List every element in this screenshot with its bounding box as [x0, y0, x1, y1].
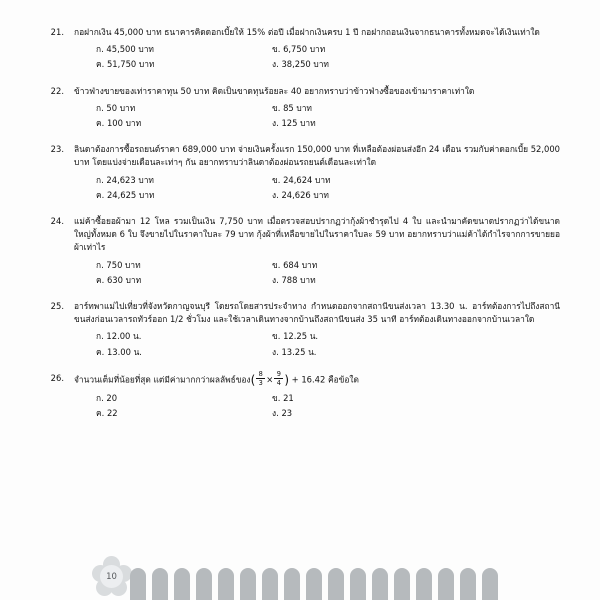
footer-tab [416, 568, 432, 600]
choice-group [74, 259, 560, 287]
question-item [40, 215, 560, 289]
footer-tab [372, 568, 388, 600]
choice-option[interactable] [264, 330, 560, 343]
choice-option[interactable] [74, 58, 264, 71]
choice-option[interactable] [74, 174, 264, 187]
question-item [40, 300, 560, 361]
choice-option[interactable] [74, 274, 264, 287]
question-body [74, 143, 563, 204]
flower-decoration-icon [92, 556, 132, 596]
question-list [40, 26, 563, 422]
choice-label: ก. [96, 174, 104, 185]
choice-row [74, 407, 560, 420]
choice-option[interactable] [74, 102, 264, 115]
fraction-numerator: 8 [258, 369, 263, 378]
choice-row [74, 43, 560, 56]
question-number: 24. [50, 216, 64, 227]
choice-row [74, 117, 560, 130]
choice-row [74, 102, 560, 115]
choice-option[interactable] [264, 189, 560, 202]
choice-value: 51,750 บาท [106, 59, 155, 70]
page-footer [0, 554, 600, 600]
choice-label: ง. [272, 59, 279, 70]
choice-value: 85 บาท [283, 102, 312, 113]
choice-value: 20 [106, 393, 118, 404]
choice-option[interactable] [74, 407, 264, 420]
choice-option[interactable] [264, 274, 560, 287]
question-body [74, 215, 560, 289]
choice-option[interactable] [264, 174, 560, 187]
choice-option[interactable] [74, 259, 264, 272]
question-item [40, 85, 560, 133]
choice-label: ข. [272, 393, 281, 404]
choice-label: ง. [272, 189, 279, 200]
choice-option[interactable] [264, 392, 560, 405]
question-text-lead: จำนวนเต็มที่น้อยที่สุด แต่มีค่ามากกว่าผลลัพธ์ของ [74, 374, 251, 385]
choice-option[interactable] [74, 330, 264, 343]
choice-row [74, 189, 560, 202]
choice-label: ข. [272, 102, 281, 113]
footer-tab [174, 568, 190, 600]
choice-label: ง. [272, 118, 279, 129]
question-body [74, 26, 560, 74]
choice-option[interactable] [74, 189, 264, 202]
choice-value: 24,624 บาท [283, 174, 331, 185]
choice-row [74, 274, 560, 287]
question-text: กอฝากเงิน 45,000 บาท ธนาคารคิดดอกเบี้ยให้ 15% ต่อปี เมื่อฝากเงินครบ 1 ปี กอฝากถอนเงินจากธนาคารทั้งหมดจะได้เงินเท่าใด [74, 27, 540, 37]
choice-value: 13.00 น. [106, 346, 142, 357]
question-item [40, 143, 563, 204]
footer-tab [482, 568, 498, 600]
choice-label: ข. [272, 259, 281, 270]
choice-group [74, 392, 560, 420]
formula-tail: + 16.42 คือข้อใด [291, 374, 359, 385]
choice-value: 125 บาท [281, 118, 316, 129]
footer-tab [394, 568, 410, 600]
footer-tab [152, 568, 168, 600]
choice-label: ง. [272, 408, 279, 419]
choice-label: ค. [96, 346, 105, 357]
footer-tab-strip [130, 566, 600, 600]
choice-label: ค. [96, 408, 105, 419]
question-item [40, 26, 560, 74]
choice-value: 684 บาท [283, 259, 318, 270]
footer-tab [196, 568, 212, 600]
choice-option[interactable] [264, 102, 560, 115]
formula-right-paren: ) [284, 372, 289, 387]
choice-row [74, 174, 560, 187]
page-number: 10 [106, 571, 117, 582]
choice-value: 13.25 น. [281, 346, 317, 357]
choice-value: 100 บาท [106, 118, 142, 129]
question-number: 26. [50, 372, 64, 383]
question-number: 25. [50, 301, 64, 312]
question-body [74, 369, 560, 423]
choice-value: 23 [281, 408, 293, 419]
choice-row [74, 346, 560, 359]
fraction-denominator: 3 [258, 379, 263, 388]
question-body [74, 85, 560, 133]
choice-value: 38,250 บาท [281, 59, 329, 70]
choice-value: 750 บาท [106, 259, 141, 270]
choice-option[interactable] [74, 392, 264, 405]
choice-option[interactable] [264, 58, 560, 71]
choice-value: 12.00 น. [106, 331, 142, 342]
choice-option[interactable] [74, 117, 264, 130]
choice-label: ค. [96, 118, 105, 129]
choice-label: ข. [272, 331, 281, 342]
footer-tab [262, 568, 278, 600]
choice-row [74, 259, 560, 272]
footer-tab [284, 568, 300, 600]
fraction-denominator: 4 [276, 379, 281, 388]
footer-tab [460, 568, 476, 600]
footer-tab [240, 568, 256, 600]
fraction-numerator: 9 [276, 369, 281, 378]
question-text: ลินดาต้องการซื้อรถยนต์ราคา 689,000 บาท จ่ายเงินครั้งแรก 150,000 บาท ที่เหลือต้องผ่อนส่งอีก 24 เดือน รวมกับค่าดอกเบี้ย 52,000 บาท โดยแบ่งจ่ายเดือนละเท่าๆ กัน อยากทราบว่าลินดาต้องผ่อนรถยนต์เดือนละเท่าใด [74, 144, 563, 168]
choice-option[interactable] [74, 346, 264, 359]
question-text: แม่ค้าซื้อยอผ้ามา 12 โหล รวมเป็นเงิน 7,750 บาท เมื่อตรวจสอบปรากฏว่ากุ้งผ้าชำรุดไป 4 ใบ และนำมาคัดขนาดปรากฏว่าได้ขนาดใหญ่ทั้งหมด 6 ใบ จึงขายไปในราคาใบละ 79 บาท กุ้งผ้าที่เหลือขายไปในราคาใบละ 59 บาท อยากทราบว่าแม่ค้าได้กำไรจากการขายยอผ้าเท่าไร [74, 216, 560, 253]
choice-row [74, 392, 560, 405]
choice-label: ค. [96, 189, 105, 200]
choice-label: ข. [272, 44, 281, 55]
choice-value: 6,750 บาท [283, 44, 326, 55]
choice-label: ง. [272, 274, 279, 285]
question-body [74, 300, 560, 361]
choice-option[interactable] [74, 43, 264, 56]
choice-label: ก. [96, 44, 104, 55]
choice-value: 24,626 บาท [281, 189, 329, 200]
choice-label: ก. [96, 259, 104, 270]
question-number: 21. [50, 27, 64, 37]
choice-group [74, 330, 560, 358]
choice-label: ค. [96, 59, 105, 70]
fraction-nine-fourths [274, 371, 283, 387]
choice-value: 50 บาท [106, 102, 136, 113]
choice-value: 22 [106, 408, 118, 419]
choice-value: 12.25 น. [283, 331, 319, 342]
footer-tab [438, 568, 454, 600]
footer-tab [218, 568, 234, 600]
choice-row [74, 58, 560, 71]
question-text [74, 369, 560, 388]
choice-value: 45,500 บาท [106, 44, 154, 55]
choice-label: ก. [96, 393, 104, 404]
choice-label: ง. [272, 346, 279, 357]
fraction-eight-thirds [256, 371, 265, 387]
formula-operator: × [266, 374, 274, 385]
question-item [40, 369, 560, 423]
question-text: ข้าวฟ่างขายของเท่าราคาทุน 50 บาท คิดเป็นขาดทุนร้อยละ 40 อยากทราบว่าข้าวฟ่างซื้อของเข้ามาราคาเท่าใด [74, 85, 475, 96]
choice-group [74, 102, 560, 130]
choice-value: 788 บาท [281, 274, 316, 285]
choice-option[interactable] [264, 259, 560, 272]
choice-label: ก. [96, 331, 104, 342]
question-number: 22. [50, 85, 64, 96]
choice-option[interactable] [264, 117, 560, 130]
footer-tab [350, 568, 366, 600]
footer-tab [328, 568, 344, 600]
choice-group [74, 174, 560, 202]
choice-group [74, 43, 560, 71]
footer-tab [306, 568, 322, 600]
choice-label: ก. [96, 102, 104, 113]
choice-value: 21 [283, 393, 294, 404]
choice-value: 24,625 บาท [106, 189, 155, 200]
formula-left-paren: ( [250, 372, 256, 387]
choice-option[interactable] [264, 407, 560, 420]
footer-tab [130, 568, 146, 600]
choice-label: ค. [96, 274, 105, 285]
choice-label: ข. [272, 174, 281, 185]
choice-value: 630 บาท [106, 274, 142, 285]
question-number: 23. [50, 144, 64, 155]
question-text: อาร์ทพาแม่ไปเที่ยวที่จังหวัดกาญจนบุรี โดยรถโดยสารประจำทาง กำหนดออกจากสถานีขนส่งเวลา 13.30 น. อาร์ทต้องการไปถึงสถานีขนส่งก่อนเวลารถทัวร์ออก 1/2 ชั่วโมง และใช้เวลาเดินทางจากบ้านถึงสถานีขนส่ง 35 นาที อาร์ทต้องเดินทางออกจากบ้านเวลาใด [74, 301, 560, 325]
choice-row [74, 330, 560, 343]
flower-center [100, 565, 123, 588]
choice-option[interactable] [264, 43, 560, 56]
choice-value: 24,623 บาท [106, 174, 154, 185]
choice-option[interactable] [264, 346, 560, 359]
